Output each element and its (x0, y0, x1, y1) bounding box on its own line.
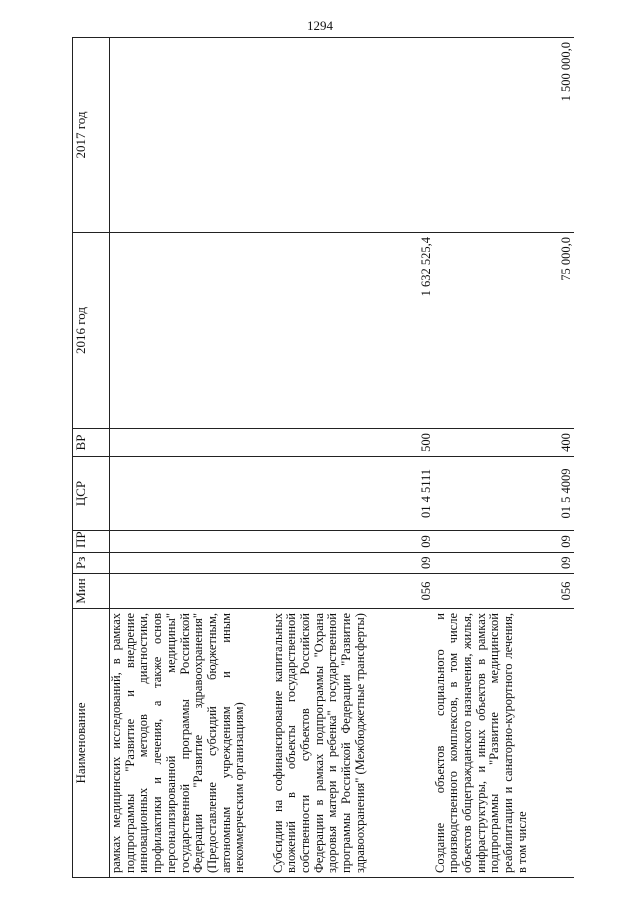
row-2017: 1 500 000,0 (434, 38, 574, 233)
row-pr: 09 (434, 531, 574, 553)
row-name: рамках медицинских исследований, в рамках подпрограммы "Развитие и внедрение инновационных методов диагностики, профилактики и лечения, а также основ персонализированной медицины" государственной программы Российской Федерации "Развитие здравоохранения" (Предоставление субсидий бюджетным, автономным учреждениям и иным некоммерческим организациям) (110, 609, 272, 878)
row-name: Создание объектов социального и производственного комплексов, в том числе объектов общегражданского назначения, жилья, инфраструктуры, и иных объектов в рамках подпрограммы "Развитие медицинской реабилитации и санаторно-курортного лечения, в том числе (434, 609, 574, 878)
row-min (110, 574, 272, 609)
row-vr: 400 (434, 429, 574, 457)
row-pr: 09 (272, 531, 434, 553)
table-row (110, 38, 272, 878)
header-name: Наименование (73, 609, 110, 878)
row-rz: 09 (272, 553, 434, 574)
row-min: 056 (434, 574, 574, 609)
header-csr: ЦСР (73, 457, 110, 531)
header-min: Мин (73, 574, 110, 609)
table-row (272, 38, 434, 878)
row-2016: 75 000,0 (434, 233, 574, 429)
row-min: 056 (272, 574, 434, 609)
table-header-row (73, 38, 110, 878)
row-rz: 09 (434, 553, 574, 574)
row-2017 (272, 38, 434, 233)
table-row (434, 38, 574, 878)
row-csr (110, 457, 272, 531)
page-number: 1294 (307, 18, 333, 33)
row-2016 (110, 233, 272, 429)
header-vr: ВР (73, 429, 110, 457)
budget-table (72, 37, 574, 878)
row-name: Субсидии на софинансирование капитальных вложений в объекты государственной собственности субъектов Российской Федерации в рамках подпрограммы "Охрана здоровья матери и ребенка" государственной программы Российской Федерации "Развитие здравоохранения" (Межбюджетные трансферты) (272, 609, 434, 878)
row-rz (110, 553, 272, 574)
row-vr (110, 429, 272, 457)
header-2017: 2017 год (73, 38, 110, 233)
row-vr: 500 (272, 429, 434, 457)
header-2016: 2016 год (73, 233, 110, 429)
row-csr: 01 4 5111 (272, 457, 434, 531)
header-rz: Рз (73, 553, 110, 574)
header-pr: ПР (73, 531, 110, 553)
row-csr: 01 5 4009 (434, 457, 574, 531)
row-2017 (110, 38, 272, 233)
row-2016: 1 632 525,4 (272, 233, 434, 429)
row-pr (110, 531, 272, 553)
rotated-table-page (72, 38, 612, 878)
